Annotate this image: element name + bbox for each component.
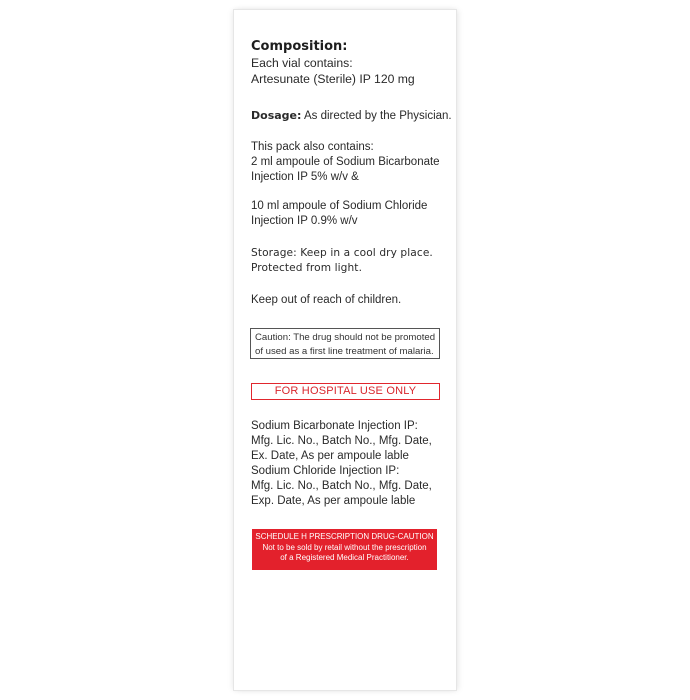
schedule-h-title: SCHEDULE H PRESCRIPTION DRUG-CAUTION <box>255 532 434 541</box>
batch-info-line-4: Sodium Chloride Injection IP: <box>251 465 400 477</box>
composition-heading: Composition: <box>251 39 348 54</box>
schedule-h-line-1: Not to be sold by retail without the prescription <box>262 542 427 552</box>
batch-info-line-2: Mfg. Lic. No., Batch No., Mfg. Date, <box>251 435 432 447</box>
pack-item-1-line-2: Injection IP 5% w/v & <box>251 171 359 183</box>
batch-info-line-3: Ex. Date, As per ampoule lable <box>251 450 409 462</box>
hospital-use-badge: FOR HOSPITAL USE ONLY <box>251 383 440 400</box>
storage-line-2: Protected from light. <box>251 262 363 274</box>
pack-contents-intro: This pack also contains: <box>251 141 374 153</box>
batch-info-line-5: Mfg. Lic. No., Batch No., Mfg. Date, <box>251 480 432 492</box>
caution-line-1: Caution: The drug should not be promoted <box>255 332 436 343</box>
dosage-text: As directed by the Physician. <box>301 110 452 122</box>
composition-line-2: Artesunate (Sterile) IP 120 mg <box>251 72 415 86</box>
caution-line-2: of used as a first line treatment of malaria. <box>255 346 434 357</box>
batch-info-line-6: Exp. Date, As per ampoule lable <box>251 495 416 507</box>
storage-line-1: Storage: Keep in a cool dry place. <box>251 247 433 259</box>
schedule-h-caution-box <box>252 529 437 570</box>
batch-info-line-1: Sodium Bicarbonate Injection IP: <box>251 420 418 432</box>
children-warning: Keep out of reach of children. <box>251 294 402 306</box>
pack-item-1-line-1: 2 ml ampoule of Sodium Bicarbonate <box>251 156 440 168</box>
caution-box <box>250 328 440 359</box>
dosage-label: Dosage: <box>251 109 302 122</box>
dosage-line <box>251 108 452 124</box>
schedule-h-line-2: of a Registered Medical Practitioner. <box>280 553 409 563</box>
pack-item-2-line-2: Injection IP 0.9% w/v <box>251 215 358 227</box>
pack-item-2-line-1: 10 ml ampoule of Sodium Chloride <box>251 200 428 212</box>
composition-line-1: Each vial contains: <box>251 56 353 70</box>
